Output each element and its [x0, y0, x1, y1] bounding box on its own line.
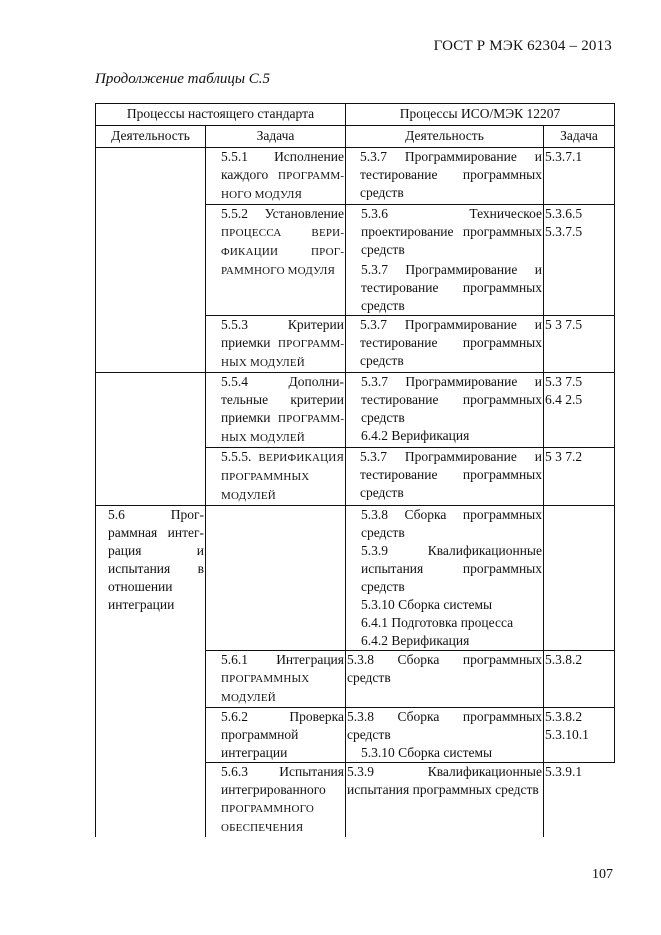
- iso-activity-cell: 5.3.9 Квалификационные испытания программных средств: [346, 763, 544, 838]
- iso-task-cell: 5.3.6.5 5.3.7.5: [544, 205, 615, 316]
- task-cell: 5.5.4 Дополнительные критерии приемки ПРОГРАММНЫХ МОДУЛЕЙ: [206, 373, 346, 448]
- table-head-row-1: [96, 104, 615, 126]
- iso-activity-cell: 5.3.7 Программирование и тестирование программных средств: [346, 448, 544, 506]
- activity-cell-empty: [96, 148, 206, 373]
- task-cell-empty: [206, 506, 346, 651]
- table-caption: Продолжение таблицы С.5: [95, 71, 271, 87]
- document-header: ГОСТ Р МЭК 62304 – 2013: [433, 38, 612, 54]
- iso-task-cell: 5.3.8.2 5.3.10.1: [544, 708, 615, 763]
- iso-activity-cell: 5.3.6 Техническое проектирование программных средств 5.3.7 Программирование и тестирование программных средств: [346, 205, 544, 316]
- task-cell: 5.6.3 Испытания интегрированного ПРОГРАММНОГО ОБЕСПЕЧЕНИЯ: [206, 763, 346, 838]
- activity-cell-empty: [96, 373, 206, 506]
- iso-activity-cell: 5.3.7 Программирование и тестирование программных средств 6.4.2 Верификация: [346, 373, 544, 448]
- page-number: 107: [592, 867, 613, 882]
- iso-task-cell: 5.3 7.5 6.4 2.5: [544, 373, 615, 448]
- iso-activity-cell: 5.3.8 Сборка программных средств 5.3.9 Квалификационные испытания программных средств 5.3.10 Сборка системы 6.4.1 Подготовка процесса 6.4.2 Верификация: [346, 506, 544, 651]
- col-task-2: Задача: [544, 126, 615, 148]
- iso-activity-cell: 5.3.8 Сборка программных средств 5.3.10 Сборка системы: [346, 708, 544, 763]
- iso-task-cell: 5.3.7.1: [544, 148, 615, 205]
- iso-activity-cell: 5.3.7 Программирование и тестирование программных средств: [346, 148, 544, 205]
- table-row: [96, 148, 615, 205]
- iso-task-cell: 5.3.8.2: [544, 651, 615, 708]
- activity-cell-5-6: 5.6 Программная интеграция и испытания в отношении интеграции: [96, 506, 206, 838]
- iso-task-cell: 5.3.9.1: [544, 763, 615, 838]
- iso-activity-cell: 5.3.7 Программирование и тестирование программных средств: [346, 316, 544, 373]
- task-cell: 5.6.2 Проверка программной интеграции: [206, 708, 346, 763]
- task-cell: 5.5.2 Установление ПРОЦЕССА ВЕРИФИКАЦИИ ПРОГРАММНОГО МОДУЛЯ: [206, 205, 346, 316]
- table-row: [96, 373, 615, 448]
- table-row: [96, 506, 615, 651]
- head-this-standard: Процессы настоящего стандарта: [96, 104, 346, 126]
- mapping-table: [95, 103, 615, 837]
- iso-task-cell-empty: [544, 506, 615, 651]
- col-activity-2: Деятельность: [346, 126, 544, 148]
- task-cell: 5.5.1 Исполнение каждого ПРОГРАММНОГО МОДУЛЯ: [206, 148, 346, 205]
- task-cell: 5.5.5. ВЕРИФИКАЦИЯ ПРОГРАММНЫХ МОДУЛЕЙ: [206, 448, 346, 506]
- task-cell: 5.5.3 Критерии приемки ПРОГРАММНЫХ МОДУЛЕЙ: [206, 316, 346, 373]
- task-cell: 5.6.1 Интеграция ПРОГРАММНЫХ МОДУЛЕЙ: [206, 651, 346, 708]
- table-head-row-2: [96, 126, 615, 148]
- head-iso-12207: Процессы ИСО/МЭК 12207: [346, 104, 615, 126]
- iso-task-cell: 5 3 7.5: [544, 316, 615, 373]
- iso-activity-cell: 5.3.8 Сборка программных средств: [346, 651, 544, 708]
- col-activity-1: Деятельность: [96, 126, 206, 148]
- col-task-1: Задача: [206, 126, 346, 148]
- iso-task-cell: 5 3 7.2: [544, 448, 615, 506]
